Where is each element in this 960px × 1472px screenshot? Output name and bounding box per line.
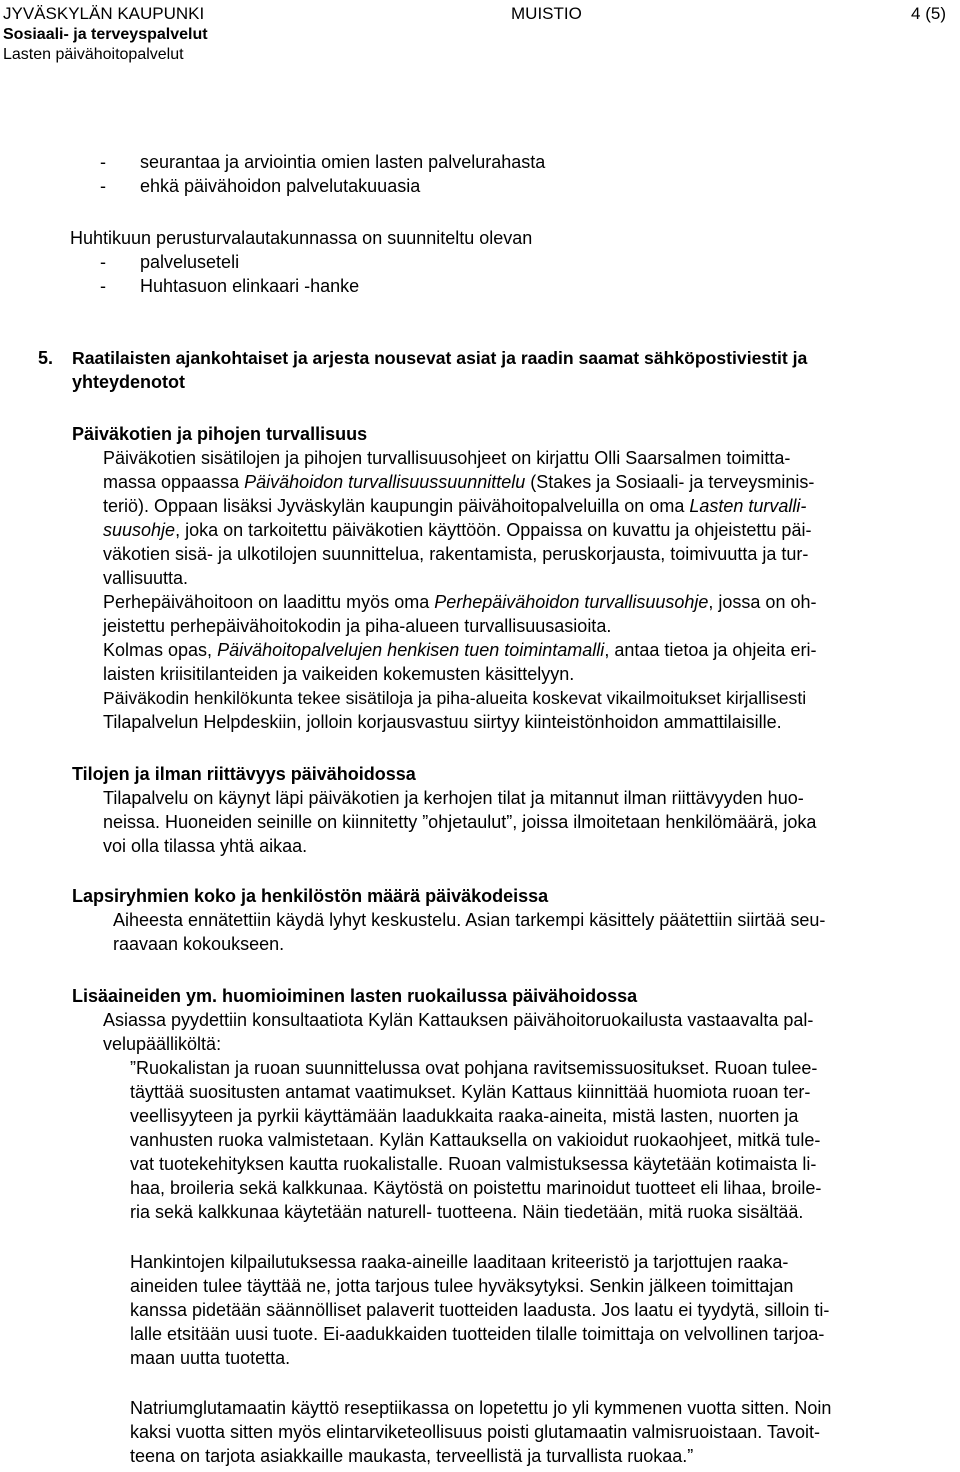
- quote-line: Natriumglutamaatin käyttö reseptiikassa on lopetettu jo yli kymmenen vuotta sitten. Noin: [130, 1398, 832, 1418]
- paragraph-line: Päiväkotien sisätilojen ja pihojen turvallisuusohjeet on kirjattu Olli Saarsalmen toimitta-: [103, 448, 791, 468]
- paragraph-line: Aiheesta ennätettiin käydä lyhyt keskustelu. Asian tarkempi käsittely päätettiin siirtää seu-: [113, 910, 826, 930]
- quote-line: lalle etsitään uusi tuote. Ei-aadukkaiden tuotteiden tilalle toimittaja on velvollinen tarjoa-: [130, 1324, 825, 1344]
- subsection-heading: Tilojen ja ilman riittävyys päivähoidossa: [72, 764, 416, 784]
- paragraph-line: voi olla tilassa yhtä aikaa.: [103, 836, 308, 856]
- paragraph-line: jeistettu perhepäivähoitokodin ja piha-alueen turvallisuusasioita.: [103, 616, 612, 636]
- quote-line: kanssa pidetään säännölliset palaverit tuotteiden laadusta. Jos laatu ei tyydytä, silloin ti-: [130, 1300, 830, 1320]
- quote-line: teena on tarjota asiakkaille maukasta, terveellistä ja turvallista ruokaa.”: [130, 1446, 694, 1466]
- paragraph-line: Huhtikuun perusturvalautakunnassa on suunniteltu olevan: [70, 228, 533, 248]
- quote-line: ria sekä kalkkunaa käytetään naturell- tuotteena. Näin tiedetään, mitä ruoka sisältää.: [130, 1202, 804, 1222]
- guide-title: suusohje: [103, 520, 176, 540]
- paragraph-line: Tilapalvelu on käynyt läpi päiväkotien ja kerhojen tilat ja mitannut ilman riittävyyden huo-: [103, 788, 804, 808]
- list-dash: -: [100, 276, 106, 296]
- paragraph-line: laisten kriisitilanteiden ja vaikeiden kokemusten käsittelyyn.: [103, 664, 575, 684]
- document-header: [3, 3, 950, 63]
- text-run: teriö). Oppaan lisäksi Jyväskylän kaupungin päivähoitopalveluilla on oma: [103, 496, 690, 516]
- quote-line: Hankintojen kilpailutuksessa raaka-aineille laaditaan kriteeristö ja tarjottujen raaka-: [130, 1252, 789, 1272]
- paragraph-line: [103, 638, 816, 662]
- quote-line: ”Ruokalistan ja ruoan suunnittelussa ovat pohjana ravitsemissuositukset. Ruoan tulee-: [130, 1058, 818, 1078]
- subsection-heading: Päiväkotien ja pihojen turvallisuus: [72, 424, 368, 444]
- quote-line: haa, broileria sekä kalkkunaa. Käytöstä on poistettu marinoidut tuotteet eli lihaa, broile-: [130, 1178, 822, 1198]
- list-item-text: palveluseteli: [140, 252, 240, 272]
- quote-line: täyttää suositusten antamat vaatimukset. Kylän Kattaus kiinnittää huomiota ruoan ter-: [130, 1082, 811, 1102]
- paragraph-line: Päiväkodin henkilökunta tekee sisätiloja ja piha-alueita koskevat vikailmoitukset kirjallisesti: [103, 688, 807, 708]
- paragraph-line: velupäälliköltä:: [103, 1034, 222, 1054]
- unit-name: Lasten päivähoitopalvelut: [3, 46, 184, 63]
- text-run: Perhepäivähoitoon on laadittu myös oma: [103, 592, 435, 612]
- paragraph-line: väkotien sisä- ja ulkotilojen suunnittelua, rakentamista, peruskorjausta, toimivuutta ja tur-: [103, 544, 809, 564]
- text-run: , antaa tietoa ja ohjeita eri-: [604, 640, 817, 660]
- subsection-heading: Lisäaineiden ym. huomioiminen lasten ruokailussa päivähoidossa: [72, 986, 638, 1006]
- document-type: MUISTIO: [511, 4, 582, 23]
- quote-line: vanhusten ruoka valmistetaan. Kylän Kattauksella on vakioidut ruokaohjeet, mitkä tule-: [130, 1130, 821, 1150]
- section-title: yhteydenotot: [72, 372, 186, 392]
- paragraph-line: raavaan kokoukseen.: [113, 934, 285, 954]
- list-item-text: seurantaa ja arviointia omien lasten palvelurahasta: [140, 152, 546, 172]
- quote-line: vat tuotekehityksen kautta ruokalistalle. Ruoan valmistuksessa käytetään kotimaista li-: [130, 1154, 817, 1174]
- quote-line: maan uutta tuotetta.: [130, 1348, 291, 1368]
- guide-title: Perhepäivähoidon turvallisuusohje: [434, 592, 709, 612]
- text-run: , jossa on oh-: [708, 592, 817, 612]
- organization-name: JYVÄSKYLÄN KAUPUNKI: [3, 4, 205, 23]
- guide-title: Lasten turvalli-: [689, 496, 807, 516]
- quote-line: aineiden tulee täyttää ne, jotta tarjous tulee hyväksytyksi. Senkin jälkeen toimittajan: [130, 1276, 794, 1296]
- page-number: 4 (5): [911, 4, 946, 23]
- text-run: massa oppaassa: [103, 472, 245, 492]
- quote-line: veellisyyteen ja pyrkii käyttämään laadukkaita raaka-aineita, mistä lasten, nuorten ja: [130, 1106, 799, 1126]
- paragraph-line: [103, 494, 806, 518]
- section-number: 5.: [38, 348, 54, 368]
- list-dash: -: [100, 252, 106, 272]
- paragraph-line: Tilapalvelun Helpdeskiin, jolloin korjausvastuu siirtyy kiinteistönhoidon ammattilaisille.: [103, 712, 782, 732]
- subsection-heading: Lapsiryhmien koko ja henkilöstön määrä päiväkodeissa: [72, 886, 549, 906]
- list-item-text: Huhtasuon elinkaari -hanke: [140, 276, 360, 296]
- text-run: (Stakes ja Sosiaali- ja terveysminis-: [525, 472, 815, 492]
- paragraph-line: [103, 590, 816, 614]
- paragraph-line: Asiassa pyydettiin konsultaatiota Kylän Kattauksen päivähoitoruokailusta vastaavalta pal-: [103, 1010, 814, 1030]
- paragraph-line: [103, 518, 811, 542]
- paragraph-line: neissa. Huoneiden seinille on kiinnitetty ”ohjetaulut”, joissa ilmoitetaan henkilömäärä, joka: [103, 812, 817, 832]
- department-name: Sosiaali- ja terveyspalvelut: [3, 26, 208, 43]
- list-item-text: ehkä päivähoidon palvelutakuuasia: [140, 176, 421, 196]
- paragraph-line: [103, 470, 814, 494]
- guide-title: Päivähoidon turvallisuussuunnittelu: [244, 472, 526, 492]
- guide-title: Päivähoitopalvelujen henkisen tuen toimintamalli: [217, 640, 605, 660]
- list-dash: -: [100, 152, 106, 172]
- text-run: , joka on tarkoitettu päiväkotien käyttöön. Oppaissa on kuvattu ja ohjeistettu päi-: [175, 520, 812, 540]
- section-title: Raatilaisten ajankohtaiset ja arjesta nousevat asiat ja raadin saamat sähköpostiviestit ja: [72, 348, 808, 368]
- text-run: Kolmas opas,: [103, 640, 218, 660]
- list-dash: -: [100, 176, 106, 196]
- quote-line: kaksi vuotta sitten myös elintarviketeollisuus poisti glutamaatin valmisruoistaan. Tavoit-: [130, 1422, 820, 1442]
- paragraph-line: vallisuutta.: [103, 568, 189, 588]
